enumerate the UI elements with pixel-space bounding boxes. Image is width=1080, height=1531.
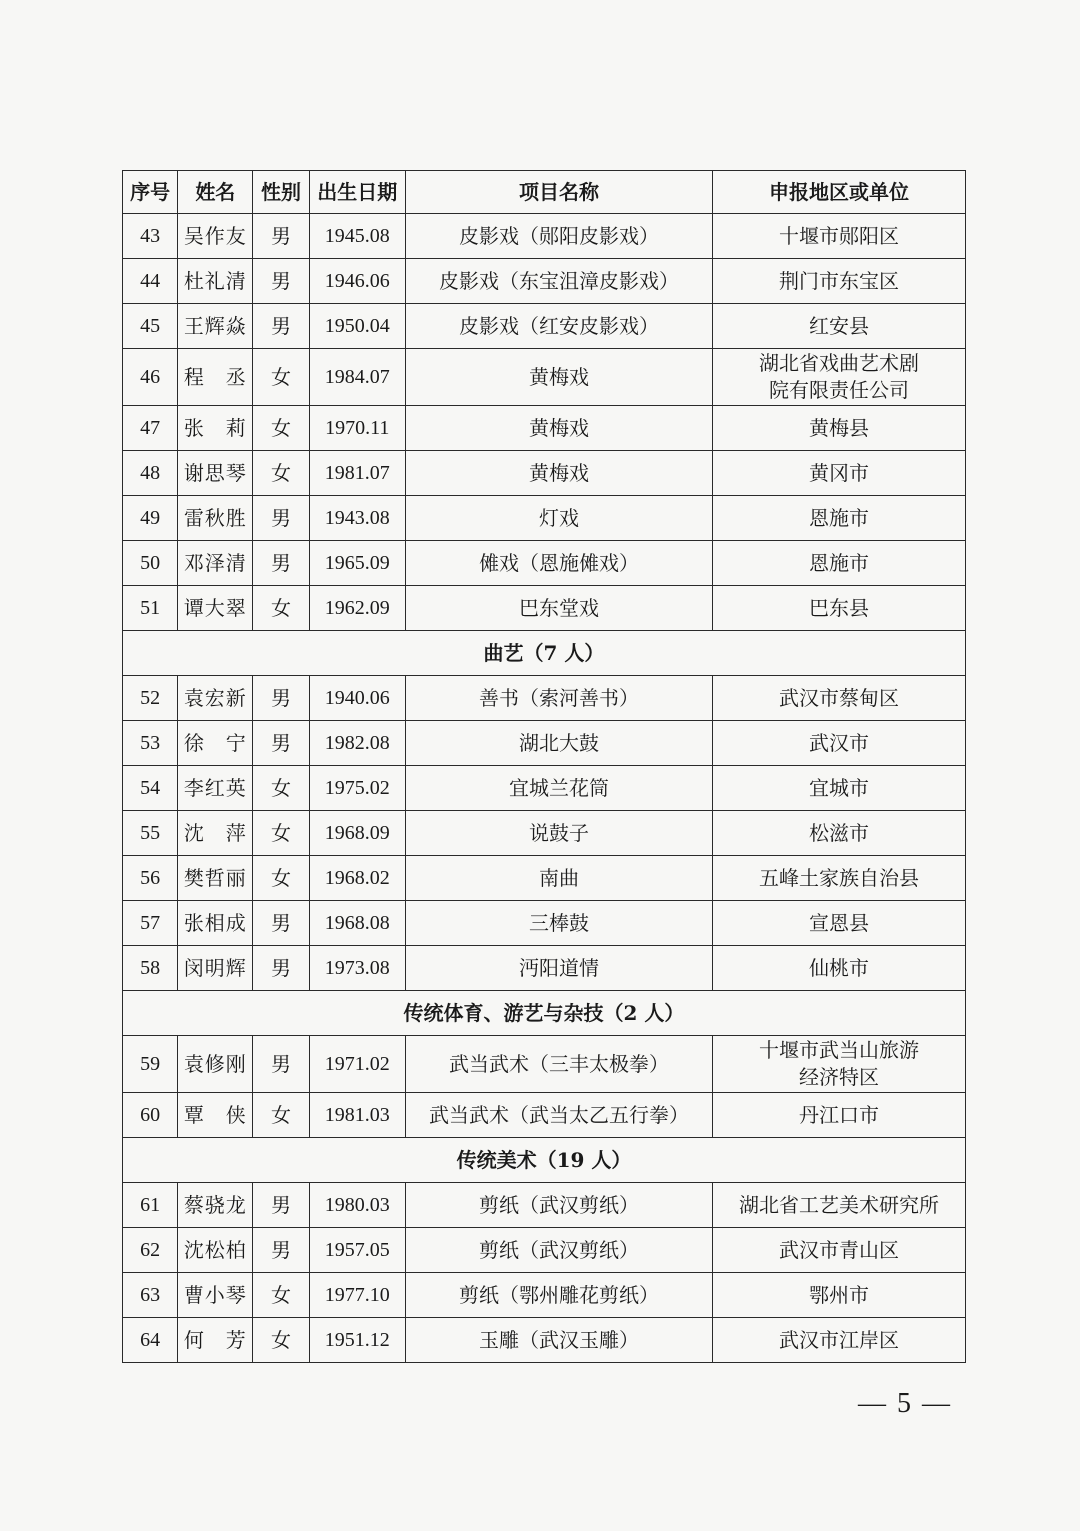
- cell-sex: 男: [253, 946, 309, 991]
- cell-seq: 53: [123, 721, 178, 766]
- table-row: [123, 541, 966, 586]
- table-row: [123, 856, 966, 901]
- cell-birth-date: 1945.08: [309, 214, 405, 259]
- table-row: [123, 1228, 966, 1273]
- cell-sex: 男: [253, 676, 309, 721]
- table-row: [123, 349, 966, 406]
- cell-birth-date: 1970.11: [309, 406, 405, 451]
- cell-project: 剪纸（武汉剪纸）: [405, 1183, 712, 1228]
- cell-name: 袁宏新: [178, 676, 253, 721]
- cell-project: 灯戏: [405, 496, 712, 541]
- cell-sex: 男: [253, 721, 309, 766]
- table-row: [123, 811, 966, 856]
- cell-project: 巴东堂戏: [405, 586, 712, 631]
- cell-birth-date: 1951.12: [309, 1318, 405, 1363]
- category-title: 曲艺（7 人）: [123, 631, 966, 676]
- cell-project: 黄梅戏: [405, 349, 712, 406]
- header-sex: 性别: [253, 171, 309, 214]
- cell-seq: 57: [123, 901, 178, 946]
- table-row: [123, 1318, 966, 1363]
- cell-seq: 51: [123, 586, 178, 631]
- cell-project: 玉雕（武汉玉雕）: [405, 1318, 712, 1363]
- table-row: [123, 721, 966, 766]
- cell-region-unit: 湖北省工艺美术研究所: [713, 1183, 966, 1228]
- cell-region-unit: 鄂州市: [713, 1273, 966, 1318]
- cell-birth-date: 1940.06: [309, 676, 405, 721]
- cell-region-unit: 松滋市: [713, 811, 966, 856]
- cell-birth-date: 1975.02: [309, 766, 405, 811]
- cell-sex: 男: [253, 214, 309, 259]
- category-row: [123, 631, 966, 676]
- cell-region-unit: 丹江口市: [713, 1093, 966, 1138]
- cell-project: 三棒鼓: [405, 901, 712, 946]
- cell-region-unit: 恩施市: [713, 496, 966, 541]
- cell-region-unit: 宜城市: [713, 766, 966, 811]
- cell-birth-date: 1957.05: [309, 1228, 405, 1273]
- category-row: [123, 991, 966, 1036]
- cell-project: 南曲: [405, 856, 712, 901]
- cell-birth-date: 1965.09: [309, 541, 405, 586]
- cell-project: 黄梅戏: [405, 406, 712, 451]
- cell-region-unit: 五峰土家族自治县: [713, 856, 966, 901]
- cell-region-unit: 黄冈市: [713, 451, 966, 496]
- cell-region-unit: 仙桃市: [713, 946, 966, 991]
- cell-name: 杜礼清: [178, 259, 253, 304]
- header-project: 项目名称: [405, 171, 712, 214]
- cell-sex: 女: [253, 1318, 309, 1363]
- table-row: [123, 766, 966, 811]
- cell-birth-date: 1977.10: [309, 1273, 405, 1318]
- cell-region-unit: 荆门市东宝区: [713, 259, 966, 304]
- table-row: [123, 1273, 966, 1318]
- cell-seq: 52: [123, 676, 178, 721]
- inheritor-table-container: [122, 170, 966, 1363]
- cell-name: 张相成: [178, 901, 253, 946]
- cell-sex: 女: [253, 856, 309, 901]
- cell-seq: 50: [123, 541, 178, 586]
- cell-seq: 44: [123, 259, 178, 304]
- cell-name: 程 丞: [178, 349, 253, 406]
- cell-name: 徐 宁: [178, 721, 253, 766]
- cell-seq: 63: [123, 1273, 178, 1318]
- cell-region-unit: 宣恩县: [713, 901, 966, 946]
- table-row: [123, 946, 966, 991]
- cell-seq: 59: [123, 1036, 178, 1093]
- cell-project: 剪纸（鄂州雕花剪纸）: [405, 1273, 712, 1318]
- cell-sex: 女: [253, 349, 309, 406]
- cell-project: 湖北大鼓: [405, 721, 712, 766]
- table-row: [123, 1093, 966, 1138]
- cell-region-unit: 黄梅县: [713, 406, 966, 451]
- table-body: [123, 214, 966, 1363]
- cell-name: 覃 侠: [178, 1093, 253, 1138]
- cell-name: 何 芳: [178, 1318, 253, 1363]
- cell-sex: 男: [253, 304, 309, 349]
- cell-birth-date: 1968.08: [309, 901, 405, 946]
- cell-seq: 48: [123, 451, 178, 496]
- cell-project: 武当武术（三丰太极拳）: [405, 1036, 712, 1093]
- page-number: — 5 —: [858, 1388, 952, 1419]
- cell-project: 沔阳道情: [405, 946, 712, 991]
- cell-project: 皮影戏（东宝沮漳皮影戏）: [405, 259, 712, 304]
- table-header-row: [123, 171, 966, 214]
- cell-name: 谢思琴: [178, 451, 253, 496]
- cell-name: 沈松柏: [178, 1228, 253, 1273]
- cell-name: 雷秋胜: [178, 496, 253, 541]
- header-name: 姓名: [178, 171, 253, 214]
- table-row: [123, 1036, 966, 1093]
- cell-seq: 62: [123, 1228, 178, 1273]
- cell-seq: 43: [123, 214, 178, 259]
- category-row: [123, 1138, 966, 1183]
- cell-region-unit: 十堰市武当山旅游经济特区: [713, 1036, 966, 1093]
- cell-seq: 45: [123, 304, 178, 349]
- header-seq: 序号: [123, 171, 178, 214]
- cell-seq: 46: [123, 349, 178, 406]
- cell-sex: 男: [253, 1183, 309, 1228]
- cell-project: 说鼓子: [405, 811, 712, 856]
- cell-project: 剪纸（武汉剪纸）: [405, 1228, 712, 1273]
- cell-region-unit: 恩施市: [713, 541, 966, 586]
- table-row: [123, 676, 966, 721]
- cell-sex: 女: [253, 1273, 309, 1318]
- cell-seq: 60: [123, 1093, 178, 1138]
- cell-birth-date: 1946.06: [309, 259, 405, 304]
- table-row: [123, 259, 966, 304]
- cell-sex: 男: [253, 1228, 309, 1273]
- table-row: [123, 451, 966, 496]
- cell-project: 武当武术（武当太乙五行拳）: [405, 1093, 712, 1138]
- cell-name: 李红英: [178, 766, 253, 811]
- cell-seq: 64: [123, 1318, 178, 1363]
- cell-seq: 55: [123, 811, 178, 856]
- cell-sex: 男: [253, 496, 309, 541]
- table-row: [123, 1183, 966, 1228]
- cell-birth-date: 1973.08: [309, 946, 405, 991]
- cell-name: 闵明辉: [178, 946, 253, 991]
- cell-name: 张 莉: [178, 406, 253, 451]
- cell-sex: 女: [253, 766, 309, 811]
- cell-birth-date: 1968.02: [309, 856, 405, 901]
- cell-birth-date: 1971.02: [309, 1036, 405, 1093]
- table-row: [123, 586, 966, 631]
- header-region-unit: 申报地区或单位: [713, 171, 966, 214]
- header-birth-date: 出生日期: [309, 171, 405, 214]
- cell-project: 宜城兰花筒: [405, 766, 712, 811]
- cell-project: 皮影戏（郧阳皮影戏）: [405, 214, 712, 259]
- cell-project: 傩戏（恩施傩戏）: [405, 541, 712, 586]
- category-title: 传统体育、游艺与杂技（2 人）: [123, 991, 966, 1036]
- cell-name: 吴作友: [178, 214, 253, 259]
- cell-project: 皮影戏（红安皮影戏）: [405, 304, 712, 349]
- cell-birth-date: 1968.09: [309, 811, 405, 856]
- cell-name: 谭大翠: [178, 586, 253, 631]
- cell-sex: 女: [253, 406, 309, 451]
- cell-name: 樊哲丽: [178, 856, 253, 901]
- cell-sex: 男: [253, 901, 309, 946]
- cell-seq: 56: [123, 856, 178, 901]
- cell-birth-date: 1981.07: [309, 451, 405, 496]
- cell-sex: 女: [253, 1093, 309, 1138]
- cell-project: 善书（索河善书）: [405, 676, 712, 721]
- cell-region-unit: 十堰市郧阳区: [713, 214, 966, 259]
- cell-region-unit: 武汉市江岸区: [713, 1318, 966, 1363]
- cell-seq: 47: [123, 406, 178, 451]
- table-row: [123, 496, 966, 541]
- cell-birth-date: 1980.03: [309, 1183, 405, 1228]
- cell-birth-date: 1981.03: [309, 1093, 405, 1138]
- table-row: [123, 901, 966, 946]
- cell-birth-date: 1950.04: [309, 304, 405, 349]
- cell-birth-date: 1943.08: [309, 496, 405, 541]
- cell-name: 邓泽清: [178, 541, 253, 586]
- cell-sex: 男: [253, 259, 309, 304]
- cell-sex: 男: [253, 541, 309, 586]
- table-row: [123, 214, 966, 259]
- cell-sex: 女: [253, 811, 309, 856]
- cell-region-unit: 湖北省戏曲艺术剧院有限责任公司: [713, 349, 966, 406]
- table-row: [123, 406, 966, 451]
- cell-name: 袁修刚: [178, 1036, 253, 1093]
- cell-project: 黄梅戏: [405, 451, 712, 496]
- cell-region-unit: 武汉市青山区: [713, 1228, 966, 1273]
- cell-region-unit: 红安县: [713, 304, 966, 349]
- cell-birth-date: 1982.08: [309, 721, 405, 766]
- inheritor-table: [122, 170, 966, 1363]
- cell-region-unit: 武汉市蔡甸区: [713, 676, 966, 721]
- cell-seq: 58: [123, 946, 178, 991]
- cell-birth-date: 1984.07: [309, 349, 405, 406]
- cell-name: 沈 萍: [178, 811, 253, 856]
- cell-name: 曹小琴: [178, 1273, 253, 1318]
- cell-seq: 54: [123, 766, 178, 811]
- cell-seq: 61: [123, 1183, 178, 1228]
- cell-birth-date: 1962.09: [309, 586, 405, 631]
- cell-name: 蔡骁龙: [178, 1183, 253, 1228]
- cell-sex: 女: [253, 586, 309, 631]
- cell-name: 王辉焱: [178, 304, 253, 349]
- cell-seq: 49: [123, 496, 178, 541]
- category-title: 传统美术（19 人）: [123, 1138, 966, 1183]
- cell-sex: 男: [253, 1036, 309, 1093]
- cell-sex: 女: [253, 451, 309, 496]
- table-row: [123, 304, 966, 349]
- cell-region-unit: 武汉市: [713, 721, 966, 766]
- cell-region-unit: 巴东县: [713, 586, 966, 631]
